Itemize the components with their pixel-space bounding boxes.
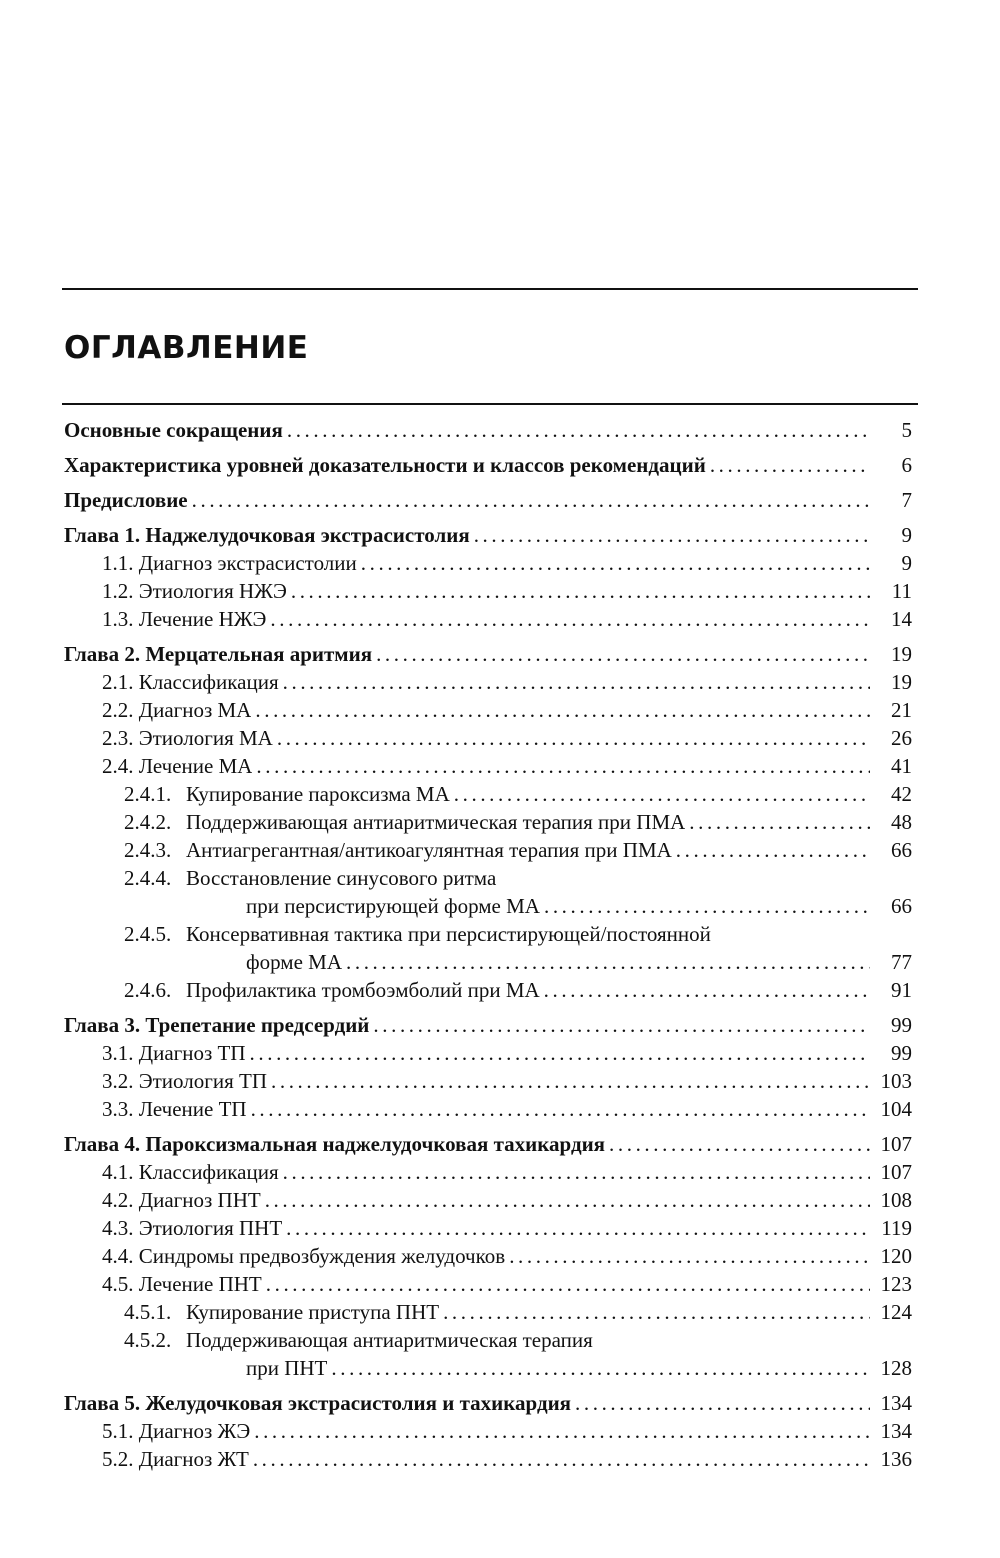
leader-dots	[266, 1270, 870, 1298]
title-rule	[62, 403, 918, 405]
leader-dots	[270, 605, 870, 633]
toc-subsection-2-4-5-cont: форме МА ..... 77	[64, 948, 912, 976]
page-number: 66	[891, 838, 912, 862]
leader-dots	[277, 724, 870, 752]
leader-dots	[255, 696, 870, 724]
page-number: 136	[880, 1447, 912, 1471]
page-number: 66	[891, 894, 912, 918]
toc-chapter-4: Глава 4. Пароксизмальная наджелудочковая тахикардия ..... 107	[64, 1130, 912, 1158]
toc-section-5-1: 5.1. Диагноз ЖЭ ..... 134	[64, 1417, 912, 1445]
leader-dots	[443, 1298, 870, 1326]
page-number: 119	[881, 1216, 912, 1240]
toc-subsection-2-4-2: 2.4.2. Поддерживающая антиаритмическая терапия при ПМА ..... 48	[64, 808, 912, 836]
page-number: 21	[891, 698, 912, 722]
page-number: 9	[901, 551, 912, 575]
page-number: 107	[880, 1132, 912, 1156]
page-number: 120	[880, 1244, 912, 1268]
leader-dots	[575, 1389, 870, 1417]
page-number: 123	[880, 1272, 912, 1296]
leader-dots	[283, 668, 870, 696]
toc-section-5-2: 5.2. Диагноз ЖТ ..... 136	[64, 1445, 912, 1473]
leader-dots	[609, 1130, 870, 1158]
page-number: 99	[891, 1013, 912, 1037]
leader-dots	[474, 521, 870, 549]
page-number: 6	[901, 453, 912, 477]
page-number: 134	[880, 1419, 912, 1443]
page-number: 19	[891, 642, 912, 666]
page-number: 7	[901, 488, 912, 512]
leader-dots	[361, 549, 870, 577]
toc-subsection-2-4-1: 2.4.1. Купирование пароксизма МА ..... 42	[64, 780, 912, 808]
toc-chapter-3: Глава 3. Трепетание предсердий ..... 99	[64, 1011, 912, 1039]
toc-subsection-4-5-1: 4.5.1. Купирование приступа ПНТ ..... 124	[64, 1298, 912, 1326]
leader-dots	[256, 752, 870, 780]
toc-section-4-3: 4.3. Этиология ПНТ ..... 119	[64, 1214, 912, 1242]
table-of-contents	[64, 416, 912, 1473]
leader-dots	[689, 808, 870, 836]
toc-entry-abbreviations: Основные сокращения ..... 5	[64, 416, 912, 444]
leader-dots	[287, 416, 870, 444]
toc-section-2-2: 2.2. Диагноз МА ..... 21	[64, 696, 912, 724]
page-number: 41	[891, 754, 912, 778]
toc-subsection-2-4-5: 2.4.5. Консервативная тактика при персистирующей/постоянной	[124, 922, 711, 946]
toc-section-4-2: 4.2. Диагноз ПНТ ..... 108	[64, 1186, 912, 1214]
toc-section-3-1: 3.1. Диагноз ТП ..... 99	[64, 1039, 912, 1067]
toc-section-2-1: 2.1. Классификация ..... 19	[64, 668, 912, 696]
leader-dots	[710, 451, 870, 479]
page-number: 107	[880, 1160, 912, 1184]
leader-dots	[254, 1417, 870, 1445]
toc-entry-preface: Предисловие ..... 7	[64, 486, 912, 514]
page-number: 5	[901, 418, 912, 442]
page-number: 99	[891, 1041, 912, 1065]
leader-dots	[265, 1186, 870, 1214]
leader-dots	[253, 1445, 870, 1473]
toc-section-2-3: 2.3. Этиология МА ..... 26	[64, 724, 912, 752]
leader-dots	[283, 1158, 870, 1186]
toc-section-4-1: 4.1. Классификация ..... 107	[64, 1158, 912, 1186]
toc-subsection-2-4-4: 2.4.4. Восстановление синусового ритма	[124, 866, 497, 890]
toc-section-4-4: 4.4. Синдромы предвозбуждения желудочков ..... 120	[64, 1242, 912, 1270]
page-number: 103	[880, 1069, 912, 1093]
page-number: 14	[891, 607, 912, 631]
leader-dots	[454, 780, 870, 808]
toc-chapter-5: Глава 5. Желудочковая экстрасистолия и тахикардия ..... 134	[64, 1389, 912, 1417]
page-number: 11	[891, 579, 912, 603]
page-number: 124	[880, 1300, 912, 1324]
page-number: 26	[891, 726, 912, 750]
toc-section-2-4: 2.4. Лечение МА ..... 41	[64, 752, 912, 780]
toc-section-1-3: 1.3. Лечение НЖЭ ..... 14	[64, 605, 912, 633]
page-number: 108	[880, 1188, 912, 1212]
toc-subsection-2-4-3: 2.4.3. Антиагрегантная/антикоагулянтная терапия при ПМА ..... 66	[64, 836, 912, 864]
toc-chapter-1: Глава 1. Наджелудочковая экстрасистолия ..... 9	[64, 521, 912, 549]
toc-entry-evidence-levels: Характеристика уровней доказательности и классов рекомендаций ..... 6	[64, 451, 912, 479]
leader-dots	[250, 1039, 870, 1067]
leader-dots	[544, 976, 870, 1004]
leader-dots	[251, 1095, 870, 1123]
leader-dots	[271, 1067, 870, 1095]
toc-section-3-2: 3.2. Этиология ТП ..... 103	[64, 1067, 912, 1095]
page-number: 104	[880, 1097, 912, 1121]
toc-subsection-4-5-2-cont: при ПНТ ..... 128	[64, 1354, 912, 1382]
page-number: 9	[901, 523, 912, 547]
toc-subsection-2-4-4-cont: при персистирующей форме МА ..... 66	[64, 892, 912, 920]
toc-subsection-4-5-2: 4.5.2. Поддерживающая антиаритмическая терапия	[124, 1328, 593, 1352]
page-title: ОГЛАВЛЕНИЕ	[64, 330, 309, 366]
leader-dots	[291, 577, 870, 605]
leader-dots	[331, 1354, 870, 1382]
toc-chapter-2: Глава 2. Мерцательная аритмия ..... 19	[64, 640, 912, 668]
toc-section-1-1: 1.1. Диагноз экстрасистолии ..... 9	[64, 549, 912, 577]
leader-dots	[544, 892, 870, 920]
page-number: 48	[891, 810, 912, 834]
toc-section-4-5: 4.5. Лечение ПНТ ..... 123	[64, 1270, 912, 1298]
leader-dots	[286, 1214, 870, 1242]
page-number: 134	[880, 1391, 912, 1415]
leader-dots	[346, 948, 870, 976]
top-rule	[62, 288, 918, 290]
toc-section-3-3: 3.3. Лечение ТП ..... 104	[64, 1095, 912, 1123]
page-number: 42	[891, 782, 912, 806]
leader-dots	[376, 640, 870, 668]
page-number: 77	[891, 950, 912, 974]
page-number: 19	[891, 670, 912, 694]
leader-dots	[509, 1242, 870, 1270]
leader-dots	[192, 486, 870, 514]
page-number: 128	[880, 1356, 912, 1380]
toc-section-1-2: 1.2. Этиология НЖЭ ..... 11	[64, 577, 912, 605]
page-number: 91	[891, 978, 912, 1002]
leader-dots	[676, 836, 870, 864]
toc-subsection-2-4-6: 2.4.6. Профилактика тромбоэмболий при МА ..... 91	[64, 976, 912, 1004]
leader-dots	[373, 1011, 870, 1039]
